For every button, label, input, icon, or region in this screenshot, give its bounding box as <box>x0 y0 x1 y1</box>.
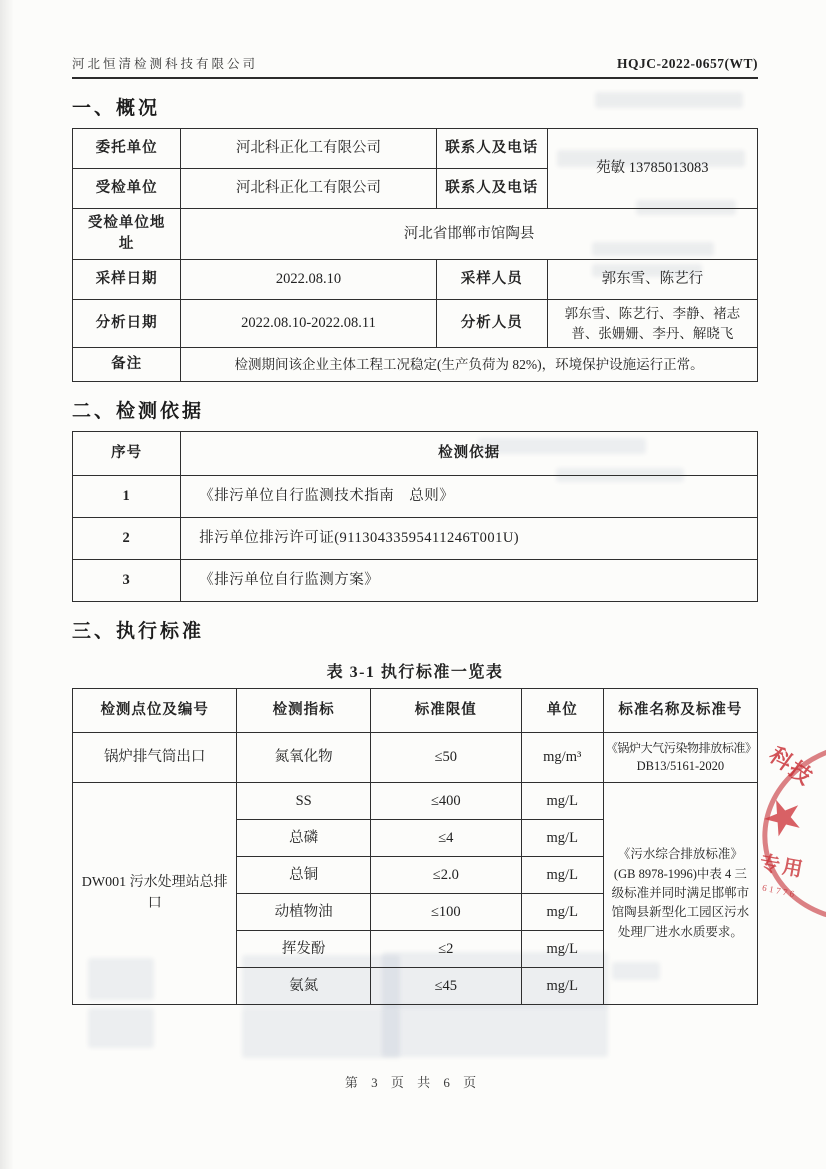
column-header-standard: 标准名称及标准号 <box>603 689 757 733</box>
seal-ring-icon <box>748 726 826 939</box>
bleedthrough-artifact <box>88 1008 154 1048</box>
seal-text-bottom: 专用 <box>758 852 808 882</box>
row-number: 2 <box>73 518 181 560</box>
table-row <box>73 476 758 518</box>
unit-value: mg/L <box>521 820 603 857</box>
bleedthrough-artifact <box>382 1005 608 1057</box>
column-header-unit: 单位 <box>521 689 603 733</box>
company-name: 河北恒清检测科技有限公司 <box>72 57 259 71</box>
unit-value: mg/L <box>521 968 603 1005</box>
row-number: 1 <box>73 476 181 518</box>
page-content <box>72 54 758 1005</box>
table-row <box>73 783 758 820</box>
page-footer: 第 3 页 共 6 页 <box>344 1075 482 1090</box>
indicator-value: 总磷 <box>237 820 371 857</box>
section-title-overview: 一、概况 <box>72 98 161 119</box>
table-row <box>73 129 758 169</box>
column-header-point: 检测点位及编号 <box>73 689 237 733</box>
standards-table-caption: 表 3-1 执行标准一览表 <box>326 664 504 682</box>
sampling-staff-value: 郭东雪、陈艺行 <box>547 260 757 300</box>
basis-text: 《排污单位自行监测技术指南 总则》 <box>181 476 758 518</box>
indicator-value: 氮氧化物 <box>237 733 371 783</box>
column-header-basis: 检测依据 <box>181 432 758 476</box>
table-header-row <box>73 432 758 476</box>
contact-label: 联系人及电话 <box>436 169 547 209</box>
table-header-row <box>73 689 758 733</box>
table-row <box>73 300 758 348</box>
contact-label: 联系人及电话 <box>436 129 547 169</box>
row-number: 3 <box>73 560 181 602</box>
table-row <box>73 348 758 382</box>
limit-value: ≤2.0 <box>370 857 521 894</box>
table-row <box>73 518 758 560</box>
bleedthrough-artifact <box>242 1008 400 1058</box>
standard-name-line2: DB13/5161-2020 <box>636 759 725 774</box>
overview-table <box>72 128 758 382</box>
point-value: DW001 污水处理站总排口 <box>73 783 237 1005</box>
column-header-no: 序号 <box>73 432 181 476</box>
analysis-staff-label: 分析人员 <box>436 300 547 348</box>
basis-text: 排污单位排污许可证(91130433595411246T001U) <box>181 518 758 560</box>
table-row <box>73 560 758 602</box>
report-number: HQJC-2022-0657(WT) <box>617 56 758 71</box>
analysis-date-value: 2022.08.10-2022.08.11 <box>181 300 437 348</box>
seal-text-top: 科技 <box>764 742 819 791</box>
table-row <box>73 260 758 300</box>
indicator-value: 挥发酚 <box>237 931 371 968</box>
basis-text: 《排污单位自行监测方案》 <box>181 560 758 602</box>
seal-star-icon: ★ <box>753 784 814 851</box>
inspected-label: 受检单位 <box>73 169 181 209</box>
limit-value: ≤100 <box>370 894 521 931</box>
standard-name-line1: 《锅炉大气污染物排放标准》 <box>605 740 757 755</box>
standard-name <box>603 733 757 783</box>
unit-value: mg/L <box>521 894 603 931</box>
indicator-value: 动植物油 <box>237 894 371 931</box>
analysis-staff-value: 郭东雪、陈艺行、李静、褚志普、张姗姗、李丹、解晓飞 <box>547 300 757 348</box>
unit-value: mg/m³ <box>521 733 603 783</box>
analysis-date-label: 分析日期 <box>73 300 181 348</box>
address-label: 受检单位地址 <box>73 209 181 260</box>
section-title-standards: 三、执行标准 <box>72 621 205 643</box>
unit-value: mg/L <box>521 931 603 968</box>
address-value: 河北省邯郸市馆陶县 <box>181 209 758 260</box>
unit-value: mg/L <box>521 857 603 894</box>
client-value: 河北科正化工有限公司 <box>181 129 437 169</box>
table-row <box>73 733 758 783</box>
red-seal-stamp <box>752 738 826 933</box>
limit-value: ≤400 <box>370 783 521 820</box>
standard-name: 《污水综合排放标准》(GB 8978-1996)中表 4 三级标准并同时满足邯郸市馆陶县新型化工园区污水处理厂进水水质要求。 <box>603 783 757 1005</box>
column-header-limit: 标准限值 <box>370 689 521 733</box>
seal-serial-number: 61776 <box>761 882 798 900</box>
remark-value: 检测期间该企业主体工程工况稳定(生产负荷为 82%)，环境保护设施运行正常。 <box>181 348 758 382</box>
sampling-staff-label: 采样人员 <box>436 260 547 300</box>
point-value: 锅炉排气筒出口 <box>73 733 237 783</box>
remark-label: 备注 <box>73 348 181 382</box>
unit-value: mg/L <box>521 783 603 820</box>
section-title-basis: 二、检测依据 <box>72 401 205 423</box>
table-row <box>73 209 758 260</box>
indicator-value: SS <box>237 783 371 820</box>
document-header <box>72 54 758 79</box>
limit-value: ≤45 <box>370 968 521 1005</box>
standards-table <box>72 688 758 1005</box>
limit-value: ≤50 <box>370 733 521 783</box>
sampling-date-label: 采样日期 <box>73 260 181 300</box>
indicator-value: 氨氮 <box>237 968 371 1005</box>
limit-value: ≤4 <box>370 820 521 857</box>
indicator-value: 总铜 <box>237 857 371 894</box>
sampling-date-value: 2022.08.10 <box>181 260 437 300</box>
inspected-value: 河北科正化工有限公司 <box>181 169 437 209</box>
client-label: 委托单位 <box>73 129 181 169</box>
contact-value: 苑敏 13785013083 <box>547 129 757 209</box>
limit-value: ≤2 <box>370 931 521 968</box>
column-header-indicator: 检测指标 <box>237 689 371 733</box>
basis-table <box>72 431 758 602</box>
